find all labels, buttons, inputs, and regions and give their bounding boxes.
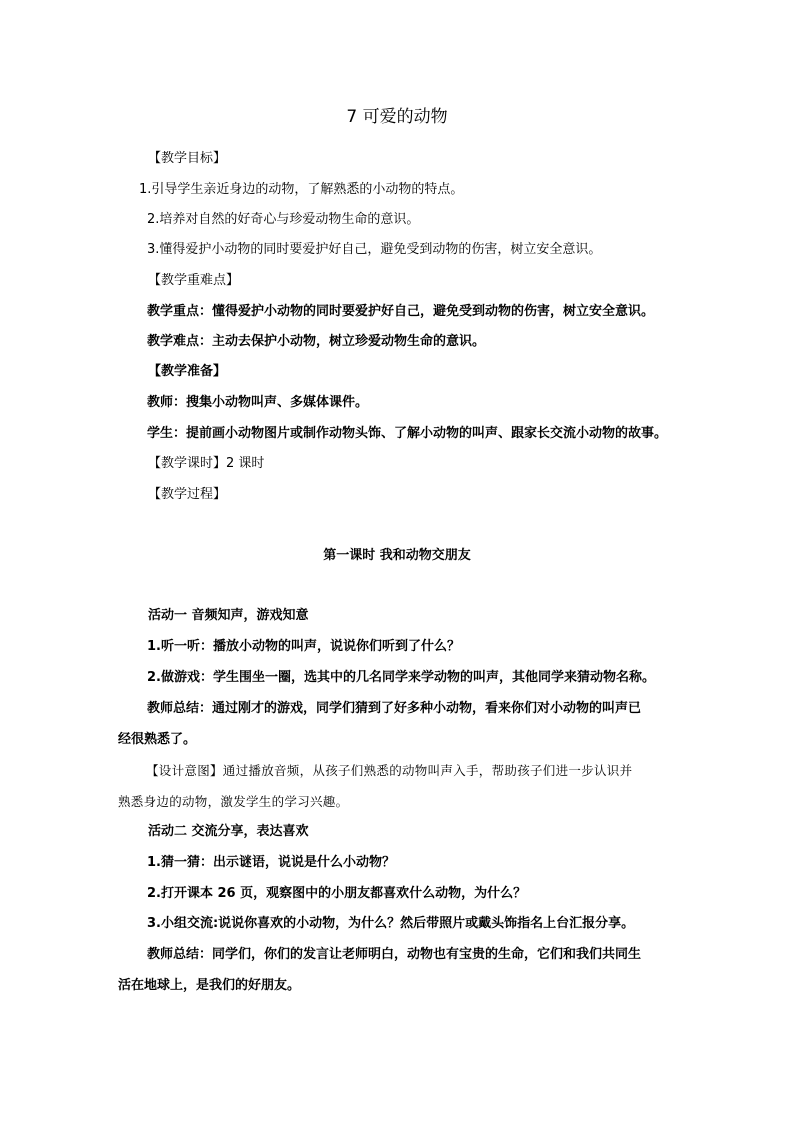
objective-item: 2.培养对自然的好奇心与珍爱动物生命的意识。 bbox=[147, 212, 420, 227]
preparation-teacher: 教师：搜集小动物叫声、多媒体课件。 bbox=[147, 395, 369, 410]
activity2-summary: 活在地球上，是我们的好朋友。 bbox=[118, 978, 301, 993]
page-title: 7 可爱的动物 bbox=[346, 107, 448, 127]
periods: 【教学课时】2 课时 bbox=[148, 456, 265, 471]
keypoints-heading: 【教学重难点】 bbox=[148, 273, 240, 288]
preparation-student: 学生：提前画小动物图片或制作动物头饰、了解小动物的叫声、跟家长交流小动物的故事。 bbox=[147, 426, 668, 441]
objective-item: 1.引导学生亲近身边的动物，了解熟悉的小动物的特点。 bbox=[139, 182, 464, 197]
objective-item: 3.懂得爱护小动物的同时要爱护好自己，避免受到动物的伤害，树立安全意识。 bbox=[147, 242, 602, 257]
activity2-item: 2.打开课本 26 页，观察图中的小朋友都喜欢什么动物，为什么？ bbox=[147, 886, 527, 901]
activity1-item: 2.做游戏：学生围坐一圈，选其中的几名同学来学动物的叫声，其他同学来猜动物名称。 bbox=[147, 670, 655, 685]
activity1-item: 1.听一听：播放小动物的叫声，说说你们听到了什么？ bbox=[147, 639, 460, 654]
design-note: 熟悉身边的动物，激发学生的学习兴趣。 bbox=[118, 794, 349, 809]
difficult-point: 教学难点：主动去保护小动物，树立珍爱动物生命的意识。 bbox=[147, 334, 486, 349]
process-heading: 【教学过程】 bbox=[148, 487, 227, 502]
activity2-item: 1.猜一猜：出示谜语，说说是什么小动物？ bbox=[147, 855, 395, 870]
activity2-item: 3.小组交流:说说你喜欢的小动物，为什么？然后带照片或戴头饰指名上台汇报分享。 bbox=[147, 916, 635, 931]
preparation-heading: 【教学准备】 bbox=[148, 364, 227, 379]
lesson1-title: 第一课时 我和动物交朋友 bbox=[323, 548, 471, 563]
activity1-summary: 教师总结：通过刚才的游戏，同学们猜到了好多种小动物，看来你们对小动物的叫声已 bbox=[147, 701, 642, 716]
activity1-summary: 经很熟悉了。 bbox=[118, 732, 197, 747]
design-note: 【设计意图】通过播放音频，从孩子们熟悉的动物叫声入手，帮助孩子们进一步认识并 bbox=[146, 763, 633, 778]
objectives-heading: 【教学目标】 bbox=[148, 151, 227, 166]
activity1-title: 活动一 音频知声，游戏知意 bbox=[148, 608, 309, 623]
activity2-title: 活动二 交流分享，表达喜欢 bbox=[148, 824, 309, 839]
activity2-summary: 教师总结：同学们，你们的发言让老师明白，动物也有宝贵的生命，它们和我们共同生 bbox=[147, 947, 642, 962]
key-point: 教学重点：懂得爱护小动物的同时要爱护好自己，避免受到动物的伤害，树立安全意识。 bbox=[147, 304, 655, 319]
